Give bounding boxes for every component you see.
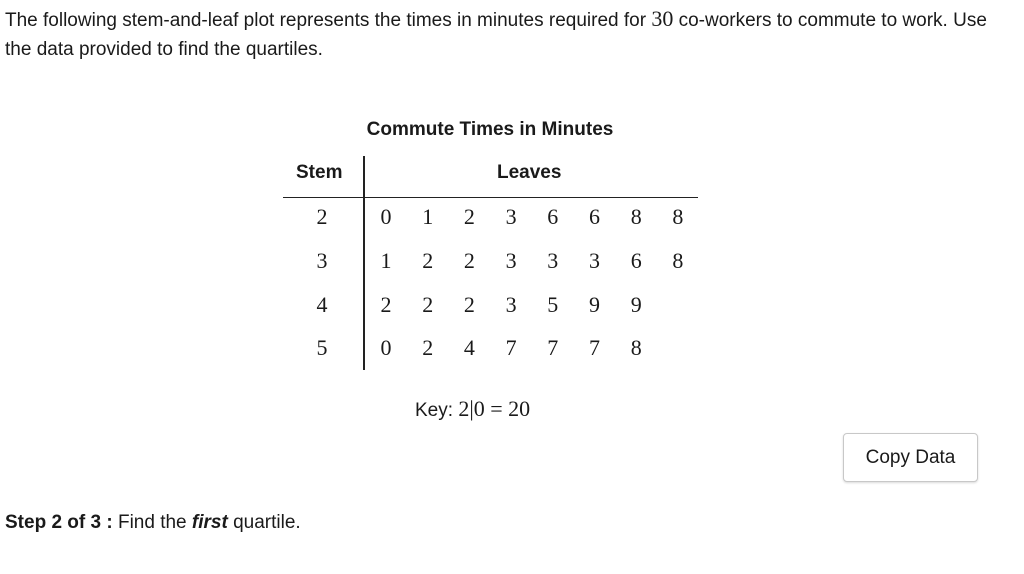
leaf-value: 8 [672,204,684,229]
leaf-value: 8 [672,248,684,273]
leaf-value: 2 [463,248,475,273]
leaf-value: 7 [589,335,600,360]
plot-title: Commute Times in Minutes [366,119,614,140]
leaf-value: 6 [589,204,600,229]
leaf-value: 7 [505,335,517,360]
plot-key [415,396,530,422]
leaf-value: 9 [630,292,642,317]
leaf-value: 3 [589,248,600,273]
leaf-value: 2 [380,292,392,317]
leaf-value: 2 [422,292,434,317]
stem-leaf-divider [363,156,365,370]
key-value: 2|0 = 20 [458,396,531,421]
leaf-value: 0 [380,335,392,360]
step-label: Step 2 of 3 : [5,512,113,533]
header-divider [283,197,698,198]
leaf-value: 7 [547,335,559,360]
leaf-value: 8 [630,335,642,360]
leaf-value: 2 [422,248,434,273]
leaves-header: Leaves [497,162,562,183]
stem-value: 2 [316,204,328,229]
key-label: Key: [415,400,459,421]
step-instruction [5,512,301,534]
leaf-value: 6 [547,204,559,229]
copy-data-button[interactable]: Copy Data [843,433,978,482]
leaf-value: 4 [463,335,475,360]
leaf-value: 1 [380,248,392,273]
leaf-value: 9 [589,292,600,317]
leaf-value: 3 [505,292,517,317]
stem-value: 3 [316,248,328,273]
leaf-value: 0 [380,204,392,229]
leaf-value: 3 [505,204,517,229]
leaf-value: 5 [547,292,559,317]
stem-header: Stem [296,162,343,183]
step-emphasis: first [191,512,228,533]
question-text-start: The following stem-and-leaf plot represents the times in minutes required for [5,10,652,31]
leaf-value: 2 [463,204,475,229]
question-text [5,4,1015,64]
leaf-value: 3 [547,248,559,273]
leaf-value: 8 [630,204,642,229]
leaf-value: 6 [630,248,642,273]
leaf-value: 1 [422,204,434,229]
leaf-value: 3 [505,248,517,273]
stem-value: 4 [316,292,328,317]
leaf-value: 2 [422,335,434,360]
leaf-value: 2 [463,292,475,317]
stem-value: 5 [316,335,328,360]
question-number: 30 [651,6,674,31]
question-text-end: co-workers to commute to work. Use the data provided to find the quartiles. [5,10,987,60]
step-text-before: Find the [117,512,192,533]
step-text-after: quartile. [227,512,301,533]
